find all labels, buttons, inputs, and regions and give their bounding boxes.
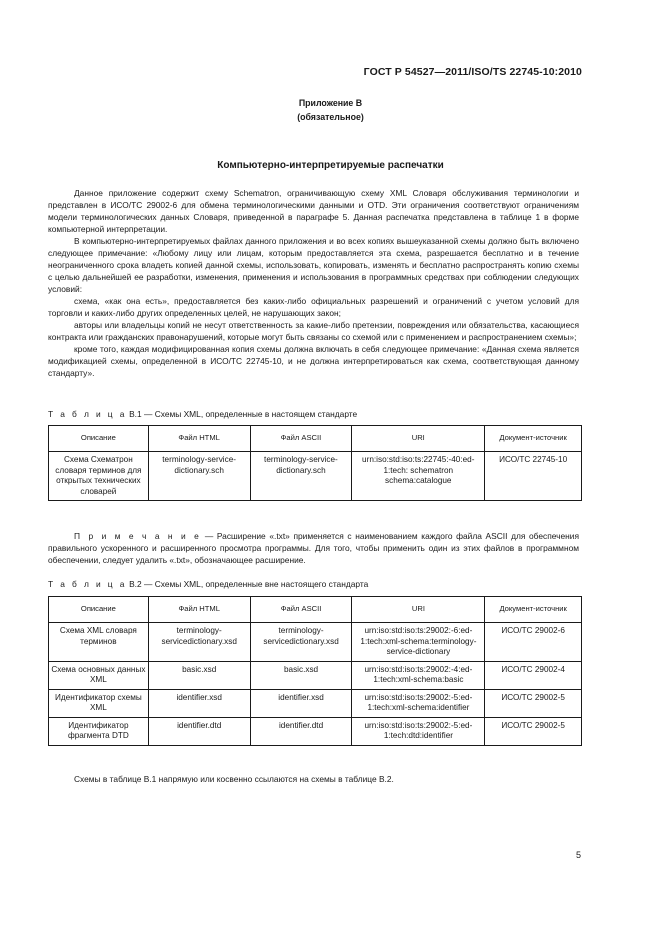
table-cell: identifier.xsd — [250, 689, 352, 717]
table-cell: urn:iso:std:iso:ts:29002:-6:ed-1:tech:xml-schema:terminology-service-dictionary — [352, 623, 485, 662]
table1-caption-label: Т а б л и ц а — [48, 409, 127, 419]
note-text: — Расширение «.txt» применяется с наименованием каждого файла ASCII для обеспечения правильного ускоренного и расширенного просмотра программы. Для того, чтобы применить один из этих файлов в программном обеспечении, следует удалить «.txt», обозначающее расширение. — [48, 531, 580, 565]
table-note — [48, 530, 579, 566]
table-cell: Идентификатор фрагмента DTD — [49, 717, 149, 745]
table-row — [49, 717, 582, 745]
table2 — [48, 596, 582, 746]
table-row — [49, 661, 582, 689]
page-number: 5 — [575, 850, 581, 860]
paragraph: кроме того, каждая модифицированная копия схемы должна включать в себя следующее примечание: «Данная схема является модификацией схемы, определенной в ИСО/ТС 22745-10, и не должна интерпретироваться как схема, соответствующая данному стандарту». — [48, 344, 579, 378]
table-cell: identifier.dtd — [250, 717, 352, 745]
paragraph: В компьютерно-интерпретируемых файлах данного приложения и во всех копиях вышеуказанной схемы должно быть включено следующее примечание: «Любому лицу или лицам, которым предоставляется эта схема, разрешается бесплатно и в течение неограниченного срока владеть копией данной схемы, использовать, копировать, изменять и бесплатно распространять копию схемы с целью дальнейшей ее разработки, изменения, применения и использования в программных средствах при соблюдении следующих условий: — [48, 236, 579, 294]
paragraph: Данное приложение содержит схему Schematron, ограничивающую схему XML Словаря обслуживания терминологии и представлен в ИСО/ТС 29002-6 для обмена терминологическими данными и OTD. Эти ограничения соответствуют ограничениям модели терминологических данных Словаря, приведенной в параграфе 5. Данная распечатка представлена в таблице 1 в форме компьютерной интерпретации. — [48, 188, 579, 234]
paragraph: схема, «как она есть», предоставляется без каких-либо официальных разрешений и ограничений с учетом условий для торговли и каких-либо других определенных целей, не нарушающих закон; — [48, 296, 579, 318]
table2-caption-label: Т а б л и ц а — [48, 579, 127, 589]
table-cell: ИСО/ТС 29002-5 — [485, 717, 582, 745]
table-cell: Схема XML словаря терминов — [49, 623, 149, 662]
table-row — [49, 452, 582, 501]
table2-header-cell: URI — [352, 597, 485, 623]
table-cell: basic.xsd — [250, 661, 352, 689]
paragraph: авторы или владельцы копий не несут ответственность за какие-либо претензии, повреждения или обязательства, касающиеся контракта или гражданских правонарушений, которые могут быть связаны со схемой или с применением и распространением схемы»; — [48, 320, 579, 342]
table2-header-cell: Файл HTML — [148, 597, 250, 623]
table1-header-cell: Файл HTML — [148, 426, 250, 452]
table2-caption — [48, 579, 368, 589]
table2-header-cell: Документ-источник — [485, 597, 582, 623]
table1 — [48, 425, 582, 501]
table-cell: urn:iso:std:iso:ts:22745:-40:ed-1:tech: schematron schema:catalogue — [352, 452, 485, 501]
annex-title: Приложение В — [298, 98, 363, 108]
annex-status: (обязательное) — [297, 112, 364, 122]
table-cell: ИСО/ТС 29002-5 — [485, 689, 582, 717]
table2-caption-text: В.2 — Схемы XML, определенные вне настоящего стандарта — [126, 579, 369, 589]
table2-header-cell: Файл ASCII — [250, 597, 352, 623]
table-cell: urn:iso:std:iso:ts:29002:-5:ed-1:tech:dtd:identifier — [352, 717, 485, 745]
section-title: Компьютерно-интерпретируемые распечатки — [217, 160, 444, 171]
table-cell: urn:iso:std:iso:ts:29002:-5:ed-1:tech:xml-schema:identifier — [352, 689, 485, 717]
table-cell: urn:iso:std:iso:ts:29002:-4:ed-1:tech:xml-schema:basic — [352, 661, 485, 689]
table-cell: identifier.xsd — [148, 689, 250, 717]
table1-header-cell: Файл ASCII — [250, 426, 352, 452]
table1-header-cell: Описание — [49, 426, 149, 452]
table-cell: terminology-servicedictionary.xsd — [250, 623, 352, 662]
table2-header-cell: Описание — [49, 597, 149, 623]
table-cell: identifier.dtd — [148, 717, 250, 745]
table-row — [49, 623, 582, 662]
note-label: П р и м е ч а н и е — [74, 531, 202, 541]
table-cell: Идентификатор схемы XML — [49, 689, 149, 717]
table1-header-cell: URI — [352, 426, 485, 452]
table-row — [49, 689, 582, 717]
table1-header-cell: Документ-источник — [485, 426, 582, 452]
table-cell: ИСО/ТС 22745-10 — [485, 452, 582, 501]
table1-header-row — [49, 426, 582, 452]
table-cell: basic.xsd — [148, 661, 250, 689]
table-cell: Схема основных данных XML — [49, 661, 149, 689]
table-cell: ИСО/ТС 29002-6 — [485, 623, 582, 662]
standard-header: ГОСТ Р 54527—2011/ISO/TS 22745-10:2010 — [363, 66, 582, 78]
table-cell: terminology-service-dictionary.sch — [148, 452, 250, 501]
table1-caption-text: В.1 — Схемы XML, определенные в настоящем стандарте — [126, 409, 358, 419]
table-cell: Схема Схематрон словаря терминов для открытых технических словарей — [49, 452, 149, 501]
table-cell: terminology-servicedictionary.xsd — [148, 623, 250, 662]
table-cell: ИСО/ТС 29002-4 — [485, 661, 582, 689]
table-cell: terminology-service-dictionary.sch — [250, 452, 352, 501]
body-text — [48, 187, 579, 379]
table1-caption — [48, 409, 357, 419]
closing-text: Схемы в таблице В.1 напрямую или косвенно ссылаются на схемы в таблице В.2. — [74, 774, 394, 784]
annex-heading — [0, 96, 661, 124]
table2-header-row — [49, 597, 582, 623]
